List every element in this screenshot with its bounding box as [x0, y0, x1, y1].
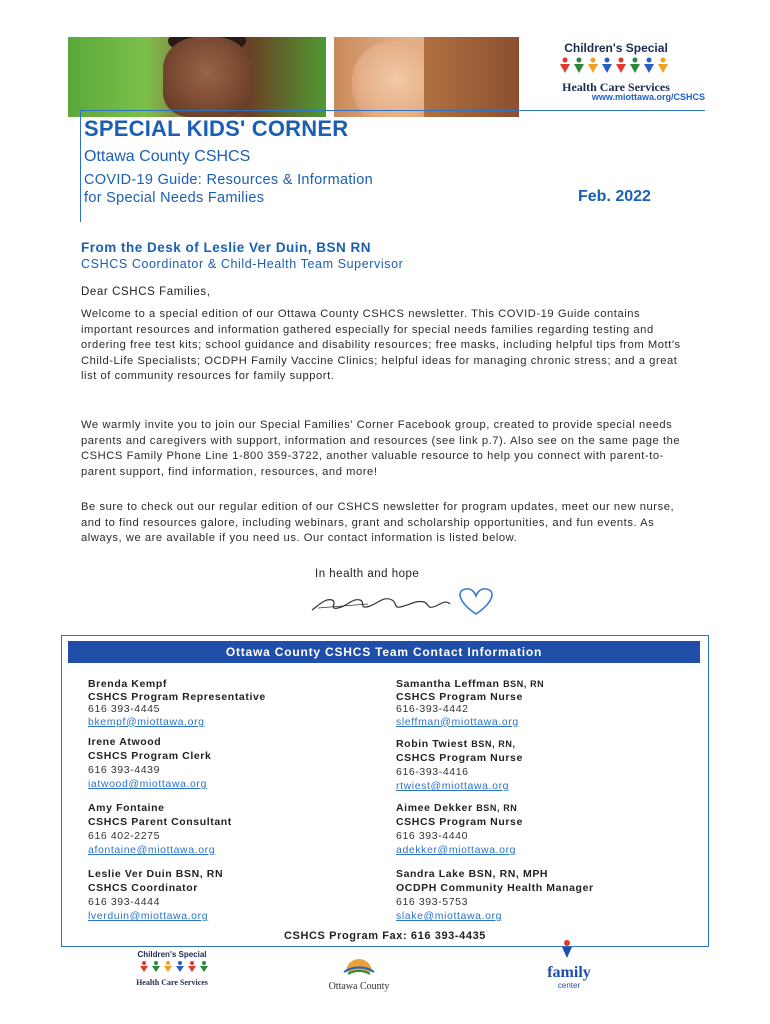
contact-phone: 616 393-4444: [88, 896, 161, 908]
contact-email[interactable]: slake@miottawa.org: [396, 910, 503, 922]
ottawa-county-emblem-icon: [310, 950, 408, 976]
letter-closing: In health and hope: [315, 568, 420, 580]
contact-email[interactable]: sleffman@miottawa.org: [396, 715, 519, 728]
contact-card: [396, 678, 544, 728]
ottawa-county-logo: [310, 950, 408, 992]
contact-phone: 616 393-4439: [88, 764, 161, 776]
contact-credentials: BSN, RN: [476, 803, 518, 813]
signature-with-heart-icon: [308, 584, 508, 618]
family-center-name: family: [547, 964, 591, 981]
issue-date: Feb. 2022: [578, 188, 651, 205]
family-center-sub: center: [557, 981, 581, 990]
contact-name: Robin Twiest: [396, 738, 468, 750]
footer-cshcs-logo: [122, 950, 222, 988]
contact-name: Brenda Kempf: [88, 678, 167, 690]
letter-paragraph-3: Be sure to check out our regular edition of our CSHCS newsletter for program updates, meet our new nurse, and to find resources galore, including webinars, grant and scholarship opportunities, and fun events. As always, we are available if you need us. Our contact information is listed below.: [81, 501, 675, 545]
contact-role: CSHCS Program Nurse: [396, 752, 523, 764]
contact-card: [88, 678, 266, 728]
contact-card: [396, 737, 523, 793]
family-center-logo: [534, 938, 604, 994]
guide-title-line-2: for Special Needs Families: [84, 190, 265, 206]
header-photo-girl: [334, 37, 519, 117]
footer-logo-title: Children's Special: [137, 950, 207, 959]
logo-title: Children's Special: [564, 41, 668, 55]
website-link[interactable]: www.miottawa.org/CSHCS: [591, 92, 705, 102]
contact-card: [88, 735, 211, 791]
contact-role: CSHCS Program Representative: [88, 690, 266, 703]
contact-credentials: BSN, RN: [503, 679, 545, 689]
letter-author-role: CSHCS Coordinator & Child-Health Team Supervisor: [81, 257, 404, 271]
contact-name: Sandra Lake BSN, RN, MPH: [396, 868, 549, 880]
letter-paragraph-2: We warmly invite you to join our Special Families' Corner Facebook group, created to provide special needs parents and caregivers with support, information and resources (see link p.7). Also see on the same page the CSHCS Family Phone Line 1-800 359-3722, another valuable resource to help you connect with parent-to-parent support, find information, resources, and more!: [81, 419, 681, 478]
contact-role: CSHCS Program Clerk: [88, 750, 212, 762]
contact-email[interactable]: bkempf@miottawa.org: [88, 715, 205, 728]
contact-role: CSHCS Program Nurse: [396, 816, 523, 828]
contact-card: [88, 801, 232, 857]
contact-card: [88, 867, 223, 923]
contact-email[interactable]: afontaine@miottawa.org: [88, 844, 216, 856]
contact-role: CSHCS Coordinator: [88, 882, 198, 894]
contact-name: Amy Fontaine: [88, 802, 165, 814]
contact-phone: 616 402-2275: [88, 830, 161, 842]
header-left-rule: [80, 110, 81, 222]
header-divider: [80, 110, 705, 111]
page-title: SPECIAL KIDS' CORNER: [84, 116, 349, 141]
logo-subtitle: Health Care Services: [562, 80, 670, 94]
contact-role: CSHCS Parent Consultant: [88, 816, 232, 828]
letter-greeting: Dear CSHCS Families,: [81, 286, 211, 298]
contact-email[interactable]: rtwiest@miottawa.org: [396, 780, 510, 792]
logo-figures-icon: [527, 55, 705, 75]
footer-logo-figures-icon: [122, 959, 222, 973]
contact-credentials: BSN, RN,: [471, 739, 516, 749]
letter-paragraph-1: Welcome to a special edition of our Ottawa County CSHCS newsletter. This COVID-19 Guide contains important resources and information gathered especially for special needs families regarding testing and ordering free test kits; school guidance and disability resources; free masks, including helpful tips from Mott's Child-Life Specialists; OCDPH Family Vaccine Clinics; helpful ideas for managing chronic stress; and a great list of community resources for family support.: [81, 308, 681, 383]
contact-phone: 616-393-4442: [396, 703, 469, 715]
contact-email[interactable]: adekker@miottawa.org: [396, 844, 517, 856]
contact-name: Irene Atwood: [88, 736, 162, 748]
contact-name: Leslie Ver Duin BSN, RN: [88, 868, 224, 880]
contact-header: Ottawa County CSHCS Team Contact Information: [68, 641, 700, 663]
contact-email[interactable]: lverduin@miottawa.org: [88, 910, 209, 922]
contact-name: Samantha Leffman: [396, 678, 500, 690]
family-center-figure-icon: [534, 938, 604, 960]
contact-phone: 616 393-4440: [396, 830, 469, 842]
contact-card: [396, 867, 594, 923]
contact-role: CSHCS Program Nurse: [396, 690, 523, 703]
contact-name: Aimee Dekker: [396, 802, 473, 814]
contact-card: [396, 801, 523, 857]
guide-title-line-1: COVID-19 Guide: Resources & Information: [84, 172, 373, 188]
contact-role: OCDPH Community Health Manager: [396, 882, 594, 894]
header-photo-boy: [68, 37, 326, 117]
contact-email[interactable]: iatwood@miottawa.org: [88, 778, 207, 790]
page-subtitle: Ottawa County CSHCS: [84, 148, 251, 165]
ottawa-county-name: Ottawa County: [328, 981, 390, 992]
footer-logo-subtitle: Health Care Services: [136, 978, 208, 987]
contact-phone: 616-393-4416: [396, 766, 469, 778]
contact-phone: 616 393-4445: [88, 703, 161, 715]
letter-from-heading: From the Desk of Leslie Ver Duin, BSN RN: [81, 240, 372, 255]
program-fax: CSHCS Program Fax: 616 393-4435: [283, 930, 487, 942]
contact-phone: 616 393-5753: [396, 896, 469, 908]
